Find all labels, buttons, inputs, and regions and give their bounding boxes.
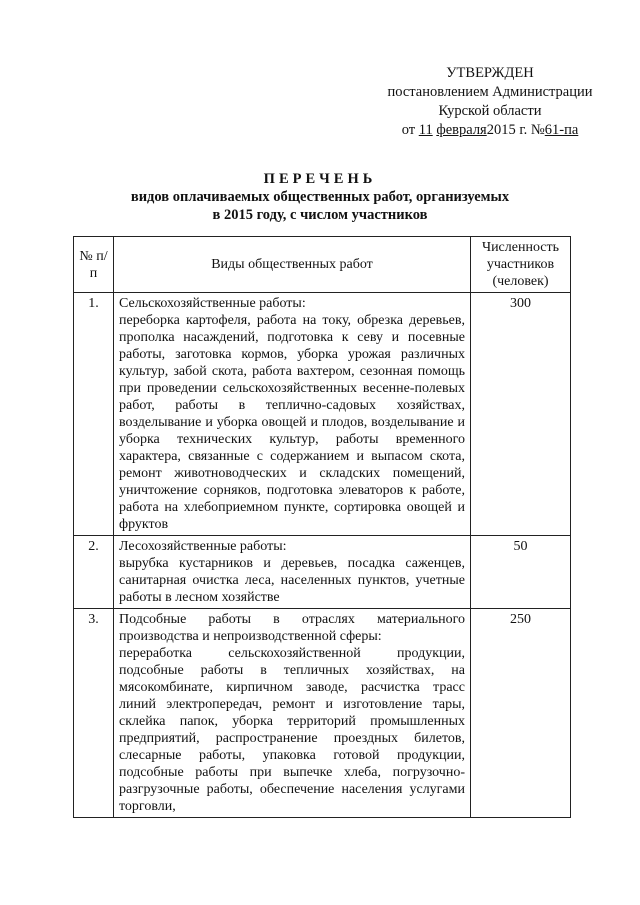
row-num: 2. [74,536,114,609]
approval-day: 11 [418,122,433,138]
row-text: переборка картофеля, работа на току, обрезка деревьев, прополка насаждений, подготовка к севу и посевные работы, заготовка кормов, уборка урожая различных культур, забой скота, работа вахтером, сезонная помощь при проведении сельскохозяйственных весенне-полевых работ, работы в теплично-садовых хозяйствах, возделывание и уборка овощей и плодов, возделывание и уборка технических культур, работы временного характера, связанные с содержанием и выпасом скота, ремонт животноводческих и складских помещений, уничтожение сорняков, подготовка элеваторов к работе, работа на хлебоприемном пункте, сортировка овощей и фруктов [119,313,465,532]
header-works: Виды общественных работ [114,237,471,293]
row-heading: Сельскохозяйственные работы: [119,296,306,311]
title-heading: ПЕРЕЧЕНЬ [263,171,377,187]
row-heading: Подсобные работы в отраслях материального производства и непроизводственной сферы: [119,612,465,644]
approval-year: 2015 г. № [486,122,545,138]
row-works [114,536,471,609]
table-row [74,536,571,609]
table-header-row [74,237,571,293]
document-title [70,170,570,224]
row-text: вырубка кустарников и деревьев, посадка саженцев, санитарная очистка леса, населенных пунктов, учетные работы в лесном хозяйстве [119,556,465,605]
row-count: 300 [471,293,571,536]
works-table [73,236,571,818]
row-works [114,293,471,536]
table-row [74,293,571,536]
row-works [114,609,471,818]
row-count: 50 [471,536,571,609]
approval-line1: УТВЕРЖДЕН [446,65,534,81]
row-count: 250 [471,609,571,818]
approval-block [370,64,610,140]
title-line1: видов оплачиваемых общественных работ, организуемых [130,189,510,205]
header-count: Численность участников (человек) [471,237,571,293]
approval-number: 61-па [544,122,579,138]
row-num: 1. [74,293,114,536]
approval-line2: постановлением Администрации [387,84,593,100]
title-line2: в 2015 году, с числом участников [212,207,428,223]
approval-month: февраля [436,122,487,138]
approval-date-line [370,121,610,140]
row-num: 3. [74,609,114,818]
approval-prefix: от [401,122,416,138]
row-heading: Лесохозяйственные работы: [119,539,287,554]
table-row [74,609,571,818]
header-num: № п/п [74,237,114,293]
approval-line3: Курской области [438,103,542,119]
row-text: переработка сельскохозяйственной продукции, подсобные работы в тепличных хозяйствах, на мясокомбинате, кирпичном заводе, расчистка трасс линий электропередач, ремонт и изготовление тары, склейка папок, уборка территорий промышленных предприятий, распространение проездных билетов, слесарные работы, упаковка готовой продукции, подсобные работы при выпечке хлеба, погрузочно-разгрузочные работы, обеспечение населения услугами торговли, [119,646,465,814]
